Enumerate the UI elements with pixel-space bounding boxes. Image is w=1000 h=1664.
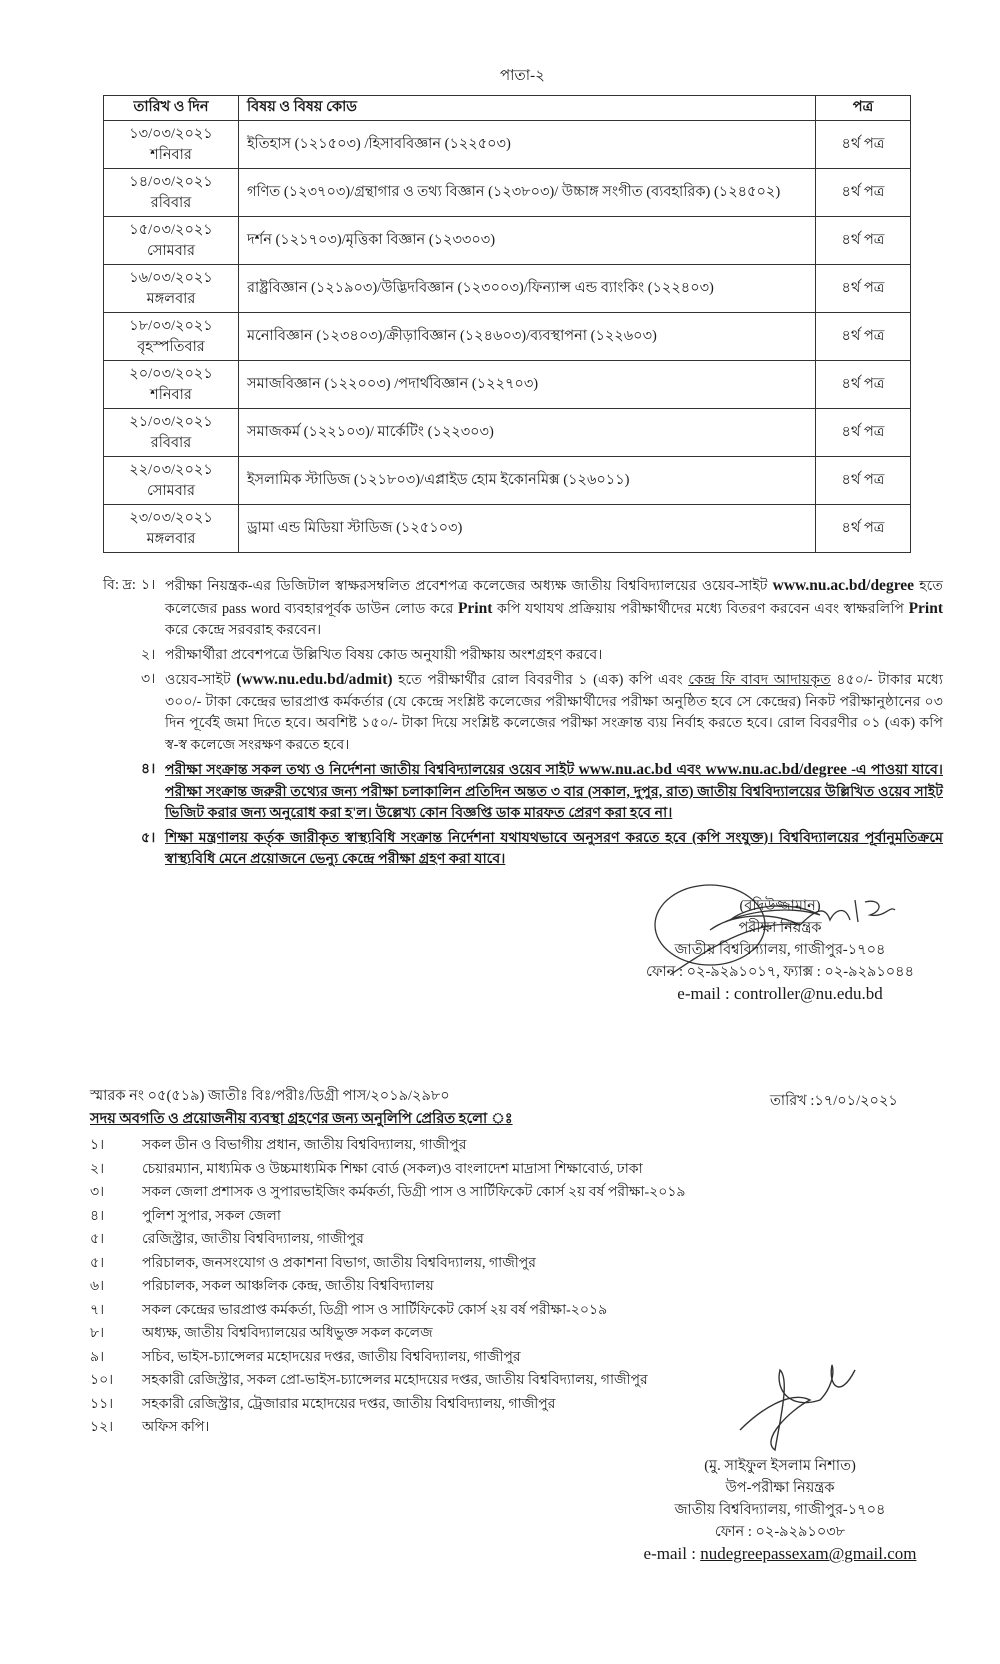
signatory-2-block — [600, 1455, 960, 1565]
exam-day: মঙ্গলবার — [146, 530, 196, 547]
cc-number: ৮। — [90, 1326, 105, 1341]
cc-recipient: সকল ডীন ও বিভাগীয় প্রধান, জাতীয় বিশ্ববিদ্যালয়, গাজীপুর — [142, 1138, 467, 1153]
note-text: শিক্ষা মন্ত্রণালয় কর্তৃক জারীকৃত স্বাস্থ্যবিধি সংক্রান্ত নির্দেশনা যথাযথভাবে অনুসরণ করতে হবে (কপি সংযুক্ত)। বিশ্ববিদ্যালয়ের পূর্বানুমতিক্রমে স্বাস্থ্যবিধি মেনে প্রয়োজনে ভেন্যু কেন্দ্রে পরীক্ষা গ্রহণ করা যাবে। — [165, 829, 943, 867]
cc-number: ৯। — [90, 1349, 105, 1365]
paper-cell: ৪র্থ পত্র — [816, 265, 911, 313]
date-cell — [104, 265, 239, 313]
exam-day: রবিবার — [150, 194, 192, 211]
date-cell — [104, 361, 239, 409]
cc-list-item — [90, 1416, 686, 1440]
date-cell — [104, 409, 239, 457]
header-date-day: তারিখ ও দিন — [104, 96, 239, 121]
exam-date: ২২/০৩/২০২১ — [129, 461, 213, 478]
cc-number: ১। — [90, 1138, 105, 1153]
cc-number: ৩। — [90, 1185, 105, 1200]
date-cell — [104, 217, 239, 265]
cc-recipient: সকল কেন্দ্রের ভারপ্রাপ্ত কর্মকর্তা, ডিগ্রী পাস ও সার্টিফিকেট কোর্স ২য় বর্ষ পরীক্ষা-২০১৯ — [142, 1302, 608, 1318]
page-number: পাতা-২ — [500, 68, 545, 84]
signatory-phone: ফোন : ০২-৯২৯১০১৭, ফ্যাক্স : ০২-৯২৯১০৪৪ — [646, 964, 914, 980]
notes-prefix: বি: দ্র: — [103, 577, 136, 593]
note-text: কপি যথাযথ প্রক্রিয়ায় পরীক্ষার্থীদের মধ্যে বিতরণ করবেন এবং স্বাক্ষরলিপি — [492, 600, 909, 617]
note-number: ৪। — [141, 761, 156, 777]
subject-cell: ইতিহাস (১২১৫০৩) /হিসাববিজ্ঞান (১২২৫০৩) — [239, 121, 816, 169]
subject-cell: সমাজকর্ম (১২২১০৩)/ মার্কেটিং (১২২৩০৩) — [239, 409, 816, 457]
cc-number: ৫। — [90, 1232, 105, 1247]
cc-recipient: সকল জেলা প্রশাসক ও সুপারভাইজিং কর্মকর্তা, ডিগ্রী পাস ও সার্টিফিকেট কোর্স ২য় বর্ষ পরীক্ষা-২০১৯ — [142, 1185, 686, 1200]
table-row — [104, 457, 911, 505]
cc-list-item — [90, 1158, 686, 1182]
cc-recipient: সহকারী রেজিস্ট্রার, ট্রেজারার মহোদয়ের দপ্তর, জাতীয় বিশ্ববিদ্যালয়, গাজীপুর — [142, 1396, 556, 1412]
cc-recipient: অধ্যক্ষ, জাতীয় বিশ্ববিদ্যালয়ের অধিভুক্ত সকল কলেজ — [142, 1326, 433, 1341]
table-row — [104, 313, 911, 361]
table-row — [104, 169, 911, 217]
date-cell — [104, 505, 239, 553]
table-row — [104, 409, 911, 457]
table-header-row — [104, 96, 911, 121]
cc-list-item — [90, 1134, 686, 1158]
exam-date: ২১/০৩/২০২১ — [129, 413, 213, 430]
paper-cell: ৪র্থ পত্র — [816, 217, 911, 265]
cc-list-item — [90, 1346, 686, 1370]
note-number: ১। — [141, 577, 156, 593]
header-subject-code: বিষয় ও বিষয় কোড — [239, 96, 816, 121]
note-text: হতে কলেজের pass word ব্যবহারপূর্বক ডাউন লোড করে — [165, 578, 943, 617]
note-1 — [103, 575, 943, 642]
exam-date: ১৮/০৩/২০২১ — [129, 317, 213, 334]
subject-cell: সমাজবিজ্ঞান (১২২০০৩) /পদার্থবিজ্ঞান (১২২৭০৩) — [239, 361, 816, 409]
subject-cell: ইসলামিক স্টাডিজ (১২১৮০৩)/এপ্লাইড হোম ইকোনমিক্স (১২৬০১১) — [239, 457, 816, 505]
cc-list-item — [90, 1228, 686, 1252]
cc-number: ৬। — [90, 1279, 105, 1294]
degree-url-link[interactable]: www.nu.ac.bd/degree — [772, 577, 915, 594]
cc-list-item — [90, 1252, 686, 1276]
note-text: পরীক্ষার্থীরা প্রবেশপত্রে উল্লিখিত বিষয় কোড অনুযায়ী পরীক্ষায় অংশগ্রহণ করবে। — [165, 646, 603, 663]
note-text: করে কেন্দ্রে সরবরাহ করবেন। — [165, 622, 322, 638]
cc-list-item — [90, 1205, 686, 1229]
exam-day: সোমবার — [147, 242, 195, 259]
exam-date: ১৪/০৩/২০২১ — [129, 173, 213, 190]
signatory-email-link[interactable]: nudegreepassexam@gmail.com — [700, 1544, 917, 1563]
subject-cell: মনোবিজ্ঞান (১২৩৪০৩)/ক্রীড়াবিজ্ঞান (১২৪৬০৩)/ব্যবস্থাপনা (১২২৬০৩) — [239, 313, 816, 361]
signatory-phone: ফোন : ০২-৯২৯১০৩৮ — [714, 1524, 846, 1540]
cc-heading: সদয় অবগতি ও প্রয়োজনীয় ব্যবস্থা গ্রহণের জন্য অনুলিপি প্রেরিত হলো ঃ — [90, 1111, 513, 1127]
subject-cell: রাষ্ট্রবিজ্ঞান (১২১৯০৩)/উদ্ভিদবিজ্ঞান (১২৩০০৩)/ফিন্যান্স এন্ড ব্যাংকিং (১২২৪০৩) — [239, 265, 816, 313]
signatory-name: (বদিউজ্জামান) — [739, 898, 821, 914]
note-text-bold: Print — [908, 599, 943, 617]
cc-recipient: পরিচালক, সকল আঞ্চলিক কেন্দ্র, জাতীয় বিশ্ববিদ্যালয় — [142, 1279, 434, 1294]
email-label: e-mail : — [643, 1544, 701, 1563]
note-text: এবং — [672, 762, 706, 778]
notes-section — [103, 575, 943, 874]
paper-cell: ৪র্থ পত্র — [816, 121, 911, 169]
exam-date: ১৬/০৩/২০২১ — [129, 269, 213, 286]
exam-date: ২০/০৩/২০২১ — [129, 365, 213, 382]
cc-number: ২। — [90, 1161, 105, 1177]
paper-cell: ৪র্থ পত্র — [816, 457, 911, 505]
cc-recipient: সহকারী রেজিস্ট্রার, সকল প্রো-ভাইস-চ্যান্সেলর মহোদয়ের দপ্তর, জাতীয় বিশ্ববিদ্যালয়, গাজীপুর — [142, 1373, 648, 1388]
note-4 — [103, 759, 943, 825]
exam-day: সোমবার — [147, 482, 195, 499]
paper-cell: ৪র্থ পত্র — [816, 313, 911, 361]
cc-list-item — [90, 1369, 686, 1393]
nu-url-link[interactable]: www.nu.ac.bd — [578, 761, 673, 778]
cc-number: ১১। — [90, 1396, 114, 1412]
table-row — [104, 505, 911, 553]
cc-number: ৫। — [90, 1255, 105, 1271]
note-text: ওয়েব-সাইট — [165, 672, 237, 688]
note-text-bold: Print — [457, 599, 493, 617]
note-text-underlined: কেন্দ্র ফি বাবদ আদায়কৃত — [688, 672, 831, 688]
note-3 — [103, 669, 943, 756]
table-row — [104, 265, 911, 313]
cc-number: ১২। — [90, 1420, 114, 1435]
signatory-org: জাতীয় বিশ্ববিদ্যালয়, গাজীপুর-১৭০৪ — [674, 1502, 886, 1518]
paper-cell: ৪র্থ পত্র — [816, 409, 911, 457]
table-row — [104, 217, 911, 265]
signatory-org: জাতীয় বিশ্ববিদ্যালয়, গাজীপুর-১৭০৪ — [674, 942, 886, 958]
note-text: হতে পরীক্ষার্থীর রোল বিবরণীর ১ (এক) কপি এবং — [392, 672, 689, 688]
cc-number: ১০। — [90, 1373, 114, 1388]
cc-list-item — [90, 1275, 686, 1299]
signatory-title: উপ-পরীক্ষা নিয়ন্ত্রক — [725, 1480, 835, 1496]
cc-list — [90, 1134, 686, 1440]
note-2 — [103, 645, 943, 667]
cc-list-item — [90, 1181, 686, 1205]
memo-reference: স্মারক নং ০৫(৫১৯) জাতীঃ বিঃ/পরীঃ/ডিগ্রী পাস/২০১৯/২৯৮০ — [90, 1088, 450, 1104]
note-number: ২। — [141, 646, 156, 663]
admit-url-link[interactable]: (www.nu.edu.bd/admit) — [236, 671, 393, 688]
subject-cell: গণিত (১২৩৭০৩)/গ্রন্থাগার ও তথ্য বিজ্ঞান (১২৩৮০৩)/ উচ্চাঙ্গ সংগীত (ব্যবহারিক) (১২৪৫০২) — [239, 169, 816, 217]
table-row — [104, 121, 911, 169]
signature-2-image — [720, 1350, 870, 1460]
degree-url-link[interactable]: www.nu.ac.bd/degree — [705, 761, 847, 778]
note-number: ৫। — [141, 829, 156, 846]
cc-list-item — [90, 1322, 686, 1346]
signatory-name: (মু. সাইফুল ইসলাম নিশাত) — [704, 1458, 856, 1474]
cc-recipient: অফিস কপি। — [142, 1420, 210, 1435]
exam-day: শনিবার — [150, 146, 192, 163]
paper-cell: ৪র্থ পত্র — [816, 505, 911, 553]
note-text: পরীক্ষা সংক্রান্ত সকল তথ্য ও নির্দেশনা জাতীয় বিশ্ববিদ্যালয়ের ওয়েব সাইট — [165, 762, 579, 778]
note-number: ৩। — [141, 671, 156, 687]
exam-day: বৃহস্পতিবার — [137, 338, 205, 355]
cc-recipient: সচিব, ভাইস-চ্যান্সেলর মহোদয়ের দপ্তর, জাতীয় বিশ্ববিদ্যালয়, গাজীপুর — [142, 1349, 521, 1365]
date-cell — [104, 121, 239, 169]
table-row — [104, 361, 911, 409]
date-cell — [104, 313, 239, 361]
cc-recipient: চেয়ারম্যান, মাধ্যমিক ও উচ্চমাধ্যমিক শিক্ষা বোর্ড (সকল)ও বাংলাদেশ মাদ্রাসা শিক্ষাবোর্ড, ঢাকা — [142, 1161, 643, 1177]
cc-recipient: পুলিশ সুপার, সকল জেলা — [142, 1208, 281, 1224]
note-text: ৪৫০/- টাকার মধ্যে ৩০০/- টাকা কেন্দ্রের ভারপ্রাপ্ত কর্মকর্তার (যে কেন্দ্রে সংশ্লিষ্ট কলেজের পরীক্ষার্থীদের পরীক্ষা অনুষ্ঠিত হবে সে কেন্দ্রের) নিকট পরীক্ষানুষ্ঠানের ০৩ দিন পূর্বেই জমা দিতে হবে। অবশিষ্ট ১৫০/- টাকা দিয়ে সংশ্লিষ্ট কলেজের পরীক্ষা সংক্রান্ত ব্যয় নির্বাহ করতে হবে। রোল বিবরণীর ০১ (এক) কপি স্ব-স্ব কলেজে সংরক্ষণ করতে হবে। — [165, 672, 943, 753]
exam-day: শনিবার — [150, 386, 192, 403]
signatory-1-block — [600, 895, 960, 1005]
memo-date: তারিখ :১৭/০১/২০২১ — [770, 1093, 898, 1109]
exam-day: রবিবার — [150, 434, 192, 451]
subject-cell: দর্শন (১২১৭০৩)/মৃত্তিকা বিজ্ঞান (১২৩৩০৩) — [239, 217, 816, 265]
note-text: পরীক্ষা নিয়ন্ত্রক-এর ডিজিটাল স্বাক্ষরসম্বলিত প্রবেশপত্র কলেজের অধ্যক্ষ জাতীয় বিশ্ববিদ্যালয়ের ওয়েব-সাইট — [165, 578, 773, 594]
cc-number: ৪। — [90, 1208, 105, 1224]
date-cell — [104, 169, 239, 217]
exam-date: ২৩/০৩/২০২১ — [129, 509, 213, 526]
note-text: -এ পাওয়া যাবে। পরীক্ষা সংক্রান্ত জরুরী তথ্যের জন্য পরীক্ষা চলাকালিন প্রতিদিন অন্তত ৩ বার (সকাল, দুপুর, রাত) জাতীয় বিশ্ববিদ্যালয়ের উল্লিখিত ওয়েব সাইট ভিজিট করার জন্য অনুরোধ করা হ'ল। উল্লেখ্য কোন বিজ্ঞপ্তি ডাক মারফত প্রেরণ করা হবে না। — [165, 762, 943, 821]
header-paper: পত্র — [816, 96, 911, 121]
cc-recipient: রেজিস্ট্রার, জাতীয় বিশ্ববিদ্যালয়, গাজীপুর — [142, 1232, 364, 1247]
subject-cell: ড্রামা এন্ড মিডিয়া স্টাডিজ (১২৫১০৩) — [239, 505, 816, 553]
cc-list-item — [90, 1299, 686, 1323]
cc-recipient: পরিচালক, জনসংযোগ ও প্রকাশনা বিভাগ, জাতীয় বিশ্ববিদ্যালয়, গাজীপুর — [142, 1255, 536, 1271]
exam-schedule-table — [103, 95, 911, 553]
date-cell — [104, 457, 239, 505]
paper-cell: ৪র্থ পত্র — [816, 169, 911, 217]
paper-cell: ৪র্থ পত্র — [816, 361, 911, 409]
signatory-title: পরীক্ষা নিয়ন্ত্রক — [738, 920, 822, 936]
note-5 — [103, 828, 943, 871]
cc-number: ৭। — [90, 1302, 105, 1318]
exam-date: ১৫/০৩/২০২১ — [129, 221, 213, 238]
signatory-email: e-mail : controller@nu.edu.bd — [677, 984, 883, 1003]
exam-day: মঙ্গলবার — [146, 290, 196, 307]
cc-list-item — [90, 1393, 686, 1417]
exam-date: ১৩/০৩/২০২১ — [129, 125, 213, 142]
